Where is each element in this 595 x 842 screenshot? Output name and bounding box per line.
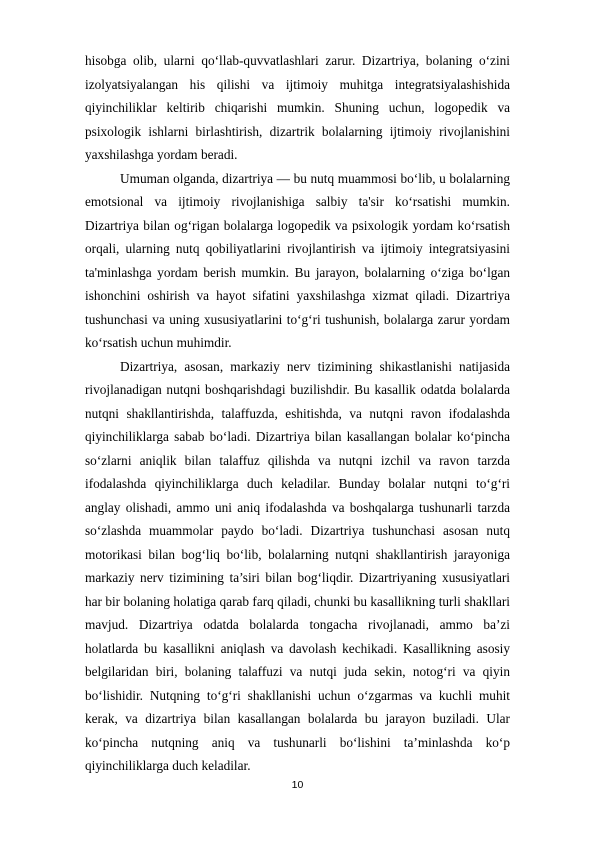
- paragraph-3: Dizartriya, asosan, markaziy nerv tizimining shikastlanishi natijasida rivojlanadigan nutqni boshqarishdagi buzilishdir. Bu kasallik odatda bolalarda nutqni shakllantirishda, talaffuzda, eshitishda, va nutqni ravon ifodalashda qiyinchiliklarga sabab bo‘ladi. Dizartriya bilan kasallangan bolalar ko‘pincha so‘zlarni aniqlik bilan talaffuz qilishda va nutqni izchil va ravon tarzda ifodalashda qiyinchiliklarga duch keladilar. Bunday bolalar nutqni to‘g‘ri anglay olishadi, ammo uni aniq ifodalashda va boshqalarga tushunarli tarzda so‘zlashda muammolar paydo bo‘ladi. Dizartriya tushunchasi asosan nutq motorikasi bilan bog‘liq bo‘lib, bolalarning nutqni shakllantirish jarayoniga markaziy nerv tizimining ta’siri bilan bog‘liqdir. Dizartriyaning xususiyatlari har bir bolaning holatiga qarab farq qiladi, chunki bu kasallikning turli shakllari mavjud. Dizartriya odatda bolalarda tongacha rivojlanadi, ammo ba’zi holatlarda bu kasallikni aniqlash va davolash kechikadi. Kasallikning asosiy belgilaridan biri, bolaning talaffuzi va nutqi juda sekin, notog‘ri va qiyin bo‘lishidir. Nutqning to‘g‘ri shakllanishi uchun o‘zgarmas va kuchli muhit kerak, va dizartriya bilan kasallangan bolalarda bu jarayon buziladi. Ular ko‘pincha nutqning aniq va tushunarli bo‘lishini ta’minlashda ko‘p qiyinchiliklarga duch keladilar.: [85, 358, 510, 773]
- document-page: [85, 49, 510, 778]
- page-number: 10: [291, 779, 304, 791]
- paragraph-2: Umuman olganda, dizartriya — bu nutq muammosi bo‘lib, u bolalarning emotsional va ijtimoiy rivojlanishiga salbiy ta'sir ko‘rsatishi mumkin. Dizartriya bilan og‘rigan bolalarga logopedik va psixologik yordam ko‘rsatish orqali, ularning nutq qobiliyatlarini rivojlantirish va ijtimoiy integratsiyasini ta'minlashga yordam berish mumkin. Bu jarayon, bolalarning o‘ziga bo‘lgan ishonchini oshirish va hayot sifatini yaxshilashga xizmat qiladi. Dizartriya tushunchasi va uning xususiyatlarini to‘g‘ri tushunish, bolalarga zarur yordam ko‘rsatish uchun muhimdir.: [85, 170, 510, 350]
- paragraph-1: hisobga olib, ularni qo‘llab-quvvatlashlari zarur. Dizartriya, bolaning o‘zini izolyatsiyalangan his qilishi va ijtimoiy muhitga integratsiyalashishida qiyinchiliklar keltirib chiqarishi mumkin. Shuning uchun, logopedik va psixologik ishlarni birlashtirish, dizartrik bolalarning ijtimoiy rivojlanishini yaxshilashga yordam beradi.: [85, 53, 510, 162]
